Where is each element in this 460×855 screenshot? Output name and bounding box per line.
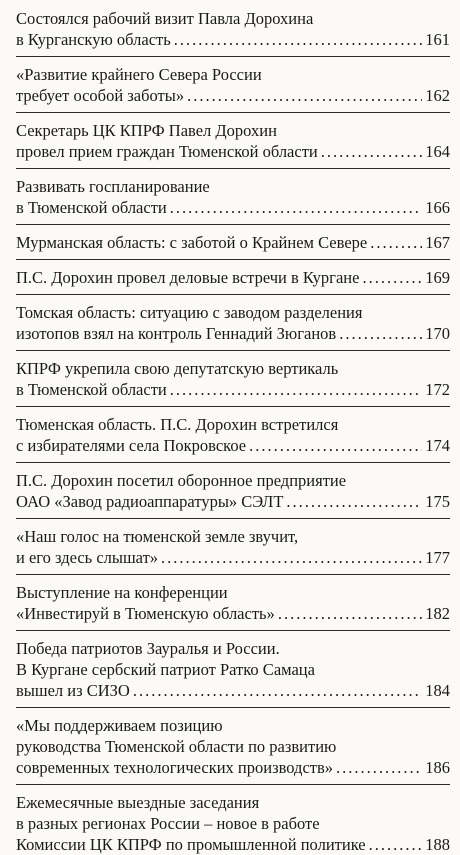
toc-dot-leader	[339, 323, 422, 344]
toc-divider	[16, 784, 450, 785]
toc-entry-line	[16, 29, 450, 50]
toc-entry-title-line: в Тюменской области	[16, 380, 167, 399]
toc-entry-line	[16, 834, 450, 855]
toc-entry-title-line: руководства Тюменской области по развитию	[16, 737, 337, 756]
toc-entry-title-line: с избирателями села Покровское	[16, 436, 247, 455]
toc-dot-leader	[286, 491, 422, 512]
toc-page-number: 175	[425, 492, 450, 511]
toc-entry-line	[16, 323, 450, 344]
toc-entry-title-line: Развивать госпланирование	[16, 177, 210, 196]
toc-entry-line	[16, 8, 450, 29]
toc-divider	[16, 518, 450, 519]
toc-list	[16, 8, 450, 855]
toc-entry-line	[16, 792, 450, 813]
toc-entry	[16, 267, 450, 288]
toc-entry	[16, 526, 450, 568]
toc-dot-leader	[133, 680, 422, 701]
toc-entry-title-line: современных технологических производств»	[16, 758, 334, 777]
toc-divider	[16, 56, 450, 57]
toc-entry-title-line: Комиссии ЦК КПРФ по промышленной политике	[16, 835, 366, 854]
toc-entry-title-line: П.С. Дорохин посетил оборонное предприятие	[16, 471, 347, 490]
toc-entry-line	[16, 232, 450, 253]
toc-page-number: 170	[425, 324, 450, 343]
toc-entry-line	[16, 470, 450, 491]
toc-page-number: 162	[425, 86, 450, 105]
toc-entry-title-line: Томская область: ситуацию с заводом разделения	[16, 303, 363, 322]
toc-entry	[16, 414, 450, 456]
toc-entry-title-line: «Мы поддерживаем позицию	[16, 716, 223, 735]
toc-page-number: 177	[425, 548, 450, 567]
toc-entry-line	[16, 176, 450, 197]
toc-entry-title-line: ОАО «Завод радиоаппаратуры» СЭЛТ	[16, 492, 284, 511]
toc-divider	[16, 168, 450, 169]
toc-entry	[16, 232, 450, 253]
toc-page-number: 174	[425, 436, 450, 455]
toc-entry-line	[16, 358, 450, 379]
toc-entry-line	[16, 547, 450, 568]
toc-entry	[16, 8, 450, 50]
toc-page-number: 182	[425, 604, 450, 623]
toc-dot-leader	[336, 757, 422, 778]
toc-entry	[16, 582, 450, 624]
toc-entry	[16, 715, 450, 778]
toc-entry-line	[16, 715, 450, 736]
toc-entry	[16, 302, 450, 344]
toc-entry-line	[16, 120, 450, 141]
toc-entry	[16, 120, 450, 162]
toc-dot-leader	[170, 197, 423, 218]
toc-entry-line	[16, 379, 450, 400]
toc-entry-line	[16, 813, 450, 834]
toc-divider	[16, 406, 450, 407]
toc-entry	[16, 470, 450, 512]
toc-entry-title-line: Победа патриотов Зауралья и России.	[16, 639, 280, 658]
toc-dot-leader	[369, 834, 423, 855]
toc-divider	[16, 574, 450, 575]
toc-divider	[16, 224, 450, 225]
toc-entry-title-line: изотопов взял на контроль Геннадий Зюганов	[16, 324, 337, 343]
toc-entry-title-line: В Кургане сербский патриот Ратко Самаца	[16, 660, 315, 679]
toc-dot-leader	[362, 267, 422, 288]
toc-entry-title-line: провел прием граждан Тюменской области	[16, 142, 318, 161]
toc-dot-leader	[187, 85, 422, 106]
toc-divider	[16, 630, 450, 631]
toc-entry	[16, 64, 450, 106]
toc-entry-line	[16, 491, 450, 512]
toc-entry-line	[16, 736, 450, 757]
toc-entry-line	[16, 197, 450, 218]
toc-entry-title-line: и его здесь слышат»	[16, 548, 159, 567]
toc-entry-title-line: КПРФ укрепила свою депутатскую вертикаль	[16, 359, 339, 378]
toc-page-number: 172	[425, 380, 450, 399]
toc-entry-line	[16, 64, 450, 85]
toc-page-number: 188	[425, 835, 450, 854]
toc-entry-title-line: «Инвестируй в Тюменскую область»	[16, 604, 275, 623]
toc-entry-line	[16, 659, 450, 680]
toc-entry-line	[16, 267, 450, 288]
toc-entry-line	[16, 85, 450, 106]
toc-divider	[16, 294, 450, 295]
toc-dot-leader	[249, 435, 422, 456]
toc-entry	[16, 176, 450, 218]
toc-divider	[16, 112, 450, 113]
toc-entry-line	[16, 757, 450, 778]
toc-entry-line	[16, 603, 450, 624]
toc-dot-leader	[370, 232, 422, 253]
toc-dot-leader	[170, 379, 423, 400]
toc-divider	[16, 462, 450, 463]
toc-entry-title-line: в разных регионах России – новое в работе	[16, 814, 320, 833]
toc-dot-leader	[161, 547, 422, 568]
toc-dot-leader	[321, 141, 423, 162]
toc-page-number: 184	[425, 681, 450, 700]
toc-divider	[16, 707, 450, 708]
toc-entry-line	[16, 414, 450, 435]
toc-entry-title-line: «Развитие крайнего Севера России	[16, 65, 262, 84]
toc-divider	[16, 350, 450, 351]
toc-entry	[16, 358, 450, 400]
toc-entry-line	[16, 638, 450, 659]
toc-entry-title-line: в Курганскую область	[16, 30, 171, 49]
toc-page-number: 164	[425, 142, 450, 161]
toc-entry-line	[16, 435, 450, 456]
toc-entry-title-line: Ежемесячные выездные заседания	[16, 793, 260, 812]
toc-divider	[16, 259, 450, 260]
toc-entry-title-line: «Наш голос на тюменской земле звучит,	[16, 527, 299, 546]
toc-page-number: 186	[425, 758, 450, 777]
toc-entry-line	[16, 302, 450, 323]
toc-dot-leader	[174, 29, 422, 50]
toc-entry-title-line: Секретарь ЦК КПРФ Павел Дорохин	[16, 121, 277, 140]
toc-entry-line	[16, 141, 450, 162]
toc-entry-title-line: П.С. Дорохин провел деловые встречи в Кургане	[16, 268, 360, 287]
toc-page-number: 169	[425, 268, 450, 287]
toc-entry-line	[16, 526, 450, 547]
toc-page-number: 166	[425, 198, 450, 217]
toc-entry-title-line: в Тюменской области	[16, 198, 167, 217]
toc-page-number: 161	[425, 30, 450, 49]
toc-entry-title-line: Состоялся рабочий визит Павла Дорохина	[16, 9, 314, 28]
toc-entry-title-line: Мурманская область: с заботой о Крайнем Севере	[16, 233, 368, 252]
toc-dot-leader	[278, 603, 422, 624]
toc-entry-line	[16, 582, 450, 603]
toc-entry-title-line: вышел из СИЗО	[16, 681, 130, 700]
toc-entry-title-line: Выступление на конференции	[16, 583, 228, 602]
toc-page-number: 167	[425, 233, 450, 252]
toc-entry	[16, 638, 450, 701]
toc-entry-title-line: Тюменская область. П.С. Дорохин встретился	[16, 415, 339, 434]
toc-entry	[16, 792, 450, 855]
toc-entry-title-line: требует особой заботы»	[16, 86, 185, 105]
toc-entry-line	[16, 680, 450, 701]
